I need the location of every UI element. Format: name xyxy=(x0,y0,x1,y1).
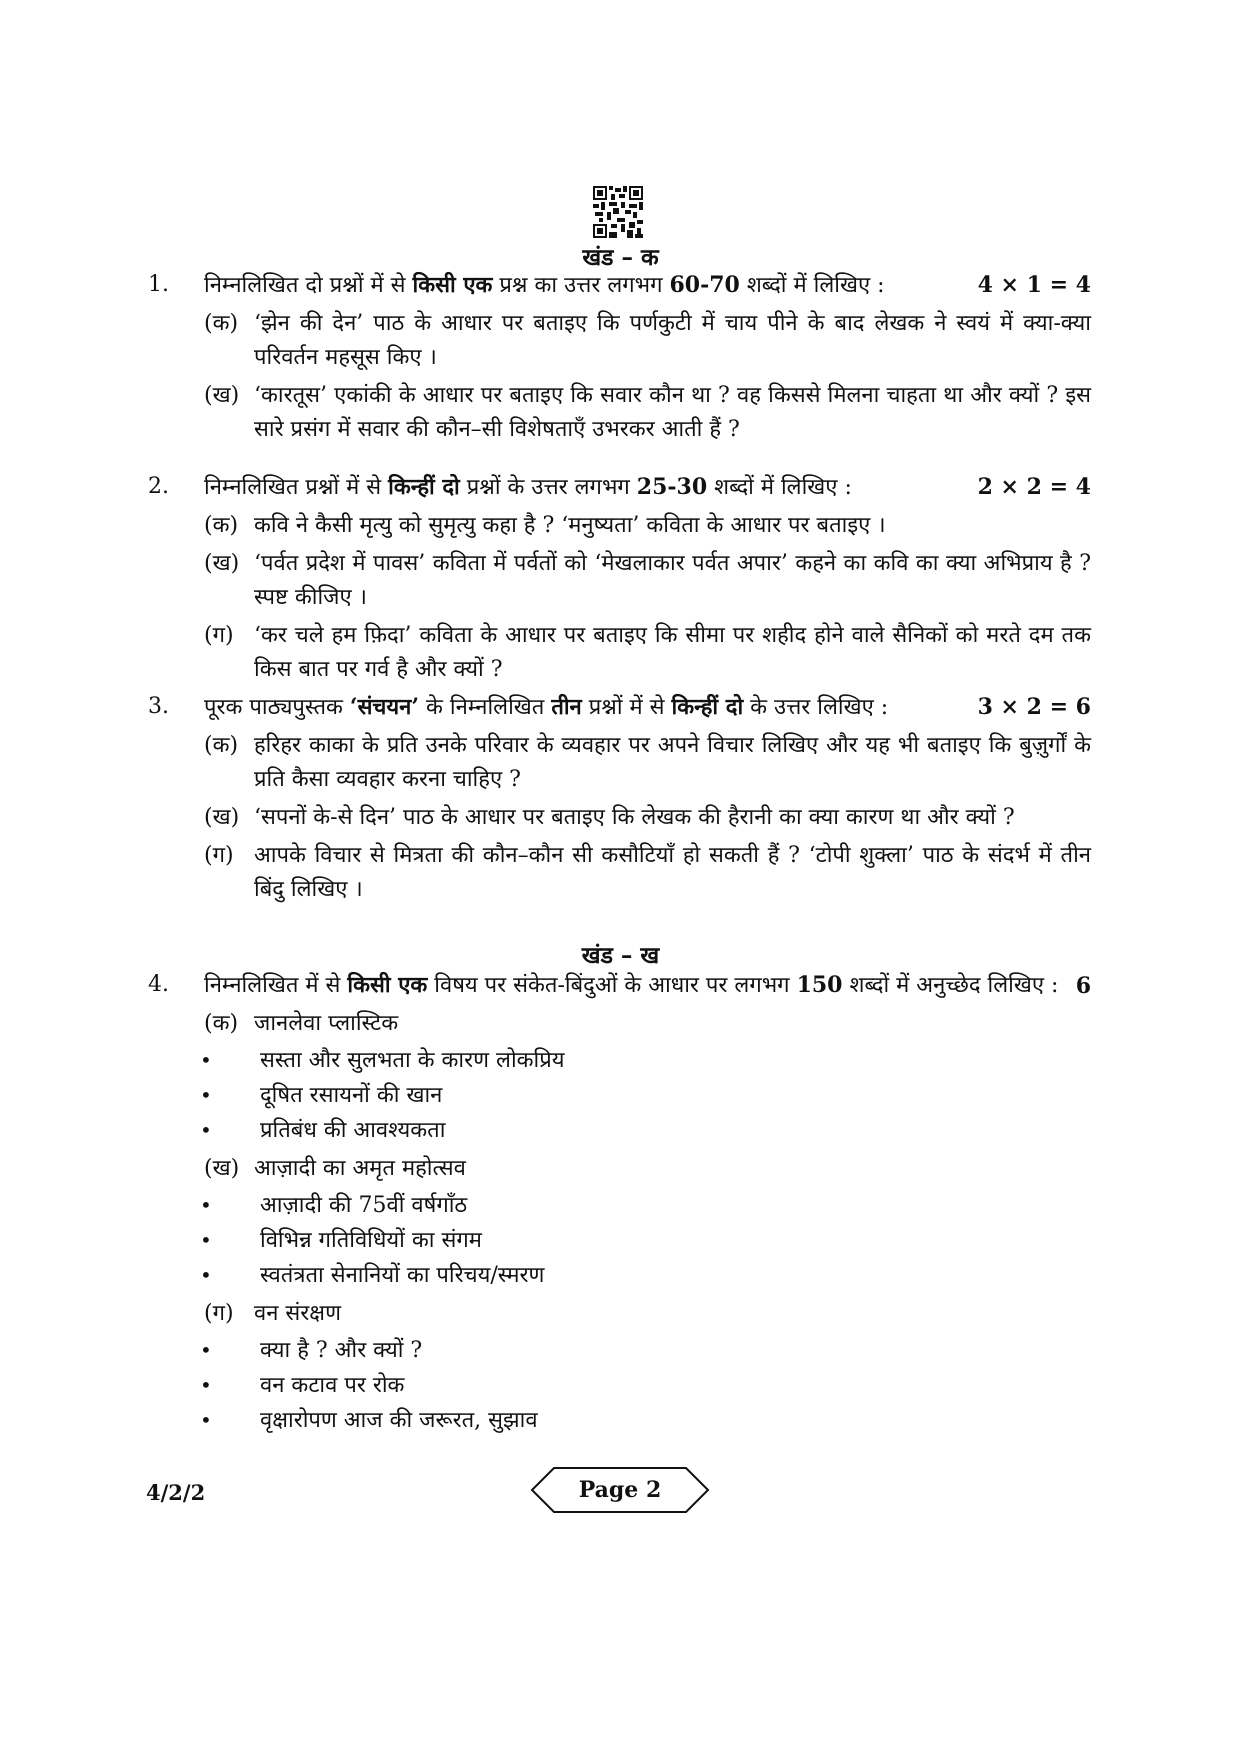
paper-code: 4/2/2 xyxy=(146,1480,206,1505)
marks: 4 × 1 = 4 xyxy=(977,272,1091,298)
sub-question: (ग) आपके विचार से मित्रता की कौन–कौन सी कसौटियाँ हो सकती हैं ? ‘टोपी शुक्ला’ पाठ के संदर्भ में तीन बिंदु लिखिए । xyxy=(204,843,1091,902)
sub-question: (ख) ‘कारतूस’ एकांकी के आधार पर बताइए कि सवार कौन था ? वह किससे मिलना चाहता था और क्यों ? इस सारे प्रसंग में सवार की कौन–सी विशेषताएँ उभरकर आती हैं ? xyxy=(204,383,1091,442)
sub-question: (क) कवि ने कैसी मृत्यु को सुमृत्यु कहा है ? ‘मनुष्यता’ कविता के आधार पर बताइए । xyxy=(204,513,886,538)
bullet: • xyxy=(200,1263,212,1287)
question-2 xyxy=(140,470,1091,687)
bullet: • xyxy=(200,1408,212,1432)
qr-code-icon xyxy=(593,186,643,238)
sub-question: (ख) ‘सपनों के-से दिन’ पाठ के आधार पर बताइए कि लेखक की हैरानी का क्या कारण था और क्यों ? xyxy=(204,805,1015,830)
page-number-badge xyxy=(530,1466,710,1514)
hint-points xyxy=(140,1333,1091,1438)
bullet: • xyxy=(200,1048,212,1072)
list-item: • प्रतिबंध की आवश्यकता xyxy=(260,1113,1091,1148)
question-number: 4. xyxy=(148,972,169,997)
topic-title: जानलेवा प्लास्टिक xyxy=(254,1011,399,1036)
section-b-heading: खंड – ख xyxy=(581,942,660,969)
question-number: 3. xyxy=(148,694,169,719)
question-3 xyxy=(140,690,1091,907)
bullet: • xyxy=(200,1338,212,1362)
hint-points xyxy=(140,1188,1091,1293)
sub-question: (क) हरिहर काका के प्रति उनके परिवार के व्यवहार पर अपने विचार लिखिए और यह भी बताइए कि बुज़ुर्गों के प्रति कैसा व्यवहार करना चाहिए ? xyxy=(204,733,1091,792)
question-stem: निम्नलिखित दो प्रश्नों में से किसी एक प्रश्न का उत्तर लगभग 60-70 शब्दों में लिखिए : 4 × 1 = 4 xyxy=(204,268,1091,303)
bullet: • xyxy=(200,1373,212,1397)
sub-question: (क) ‘झेन की देन’ पाठ के आधार पर बताइए कि पर्णकुटी में चाय पीने के बाद लेखक ने स्वयं में क्या-क्या परिवर्तन महसूस किए । xyxy=(204,311,1091,370)
bullet: • xyxy=(200,1228,212,1252)
sub-question: (ख) ‘पर्वत प्रदेश में पावस’ कविता में पर्वतों को ‘मेखलाकार पर्वत अपार’ कहने का कवि का क्या अभिप्राय है ? स्पष्ट कीजिए । xyxy=(204,551,1091,610)
marks: 2 × 2 = 4 xyxy=(977,474,1091,500)
topic-item: (ख) आज़ादी का अमृत महोत्सव xyxy=(204,1152,1091,1186)
hint-points xyxy=(140,1043,1091,1148)
list-item: • स्वतंत्रता सेनानियों का परिचय/स्मरण xyxy=(260,1258,1091,1293)
topic-title: वन संरक्षण xyxy=(254,1301,341,1326)
marks: 3 × 2 = 6 xyxy=(977,694,1091,720)
list-item: • क्या है ? और क्यों ? xyxy=(260,1333,1091,1368)
list-item: • दूषित रसायनों की खान xyxy=(260,1078,1091,1113)
topic-item: (ग) वन संरक्षण xyxy=(204,1297,1091,1331)
topic-title: आज़ादी का अमृत महोत्सव xyxy=(254,1156,466,1181)
topic-item: (क) जानलेवा प्लास्टिक xyxy=(204,1007,1091,1041)
question-stem: निम्नलिखित प्रश्नों में से किन्हीं दो प्रश्नों के उत्तर लगभग 25-30 शब्दों में लिखिए : 2 × 2 = 4 xyxy=(204,470,1091,505)
bullet: • xyxy=(200,1193,212,1217)
list-item: • वन कटाव पर रोक xyxy=(260,1368,1091,1403)
question-stem: निम्नलिखित में से किसी एक विषय पर संकेत-बिंदुओं के आधार पर लगभग 150 शब्दों में अनुच्छेद लिखिए : 6 xyxy=(204,968,1091,1003)
question-number: 2. xyxy=(148,474,169,499)
question-stem: पूरक पाठ्यपुस्तक ‘संचयन’ के निम्नलिखित तीन प्रश्नों में से किन्हीं दो के उत्तर लिखिए : 3 × 2 = 6 xyxy=(204,690,1091,725)
question-number: 1. xyxy=(148,272,169,297)
section-a-heading: खंड – क xyxy=(582,244,659,271)
bullet: • xyxy=(200,1083,212,1107)
list-item: • विभिन्न गतिविधियों का संगम xyxy=(260,1223,1091,1258)
question-1 xyxy=(140,268,1091,447)
bullet: • xyxy=(200,1118,212,1142)
list-item: • वृक्षारोपण आज की जरूरत, सुझाव xyxy=(260,1403,1091,1438)
list-item: • सस्ता और सुलभता के कारण लोकप्रिय xyxy=(260,1043,1091,1078)
sub-question: (ग) ‘कर चले हम फ़िदा’ कविता के आधार पर बताइए कि सीमा पर शहीद होने वाले सैनिकों को मरते दम तक किस बात पर गर्व है और क्यों ? xyxy=(204,623,1091,682)
marks: 6 xyxy=(1075,973,1091,999)
page-number: Page 2 xyxy=(578,1477,662,1503)
list-item: • आज़ादी की 75वीं वर्षगाँठ xyxy=(260,1188,1091,1223)
question-4 xyxy=(140,968,1091,1438)
